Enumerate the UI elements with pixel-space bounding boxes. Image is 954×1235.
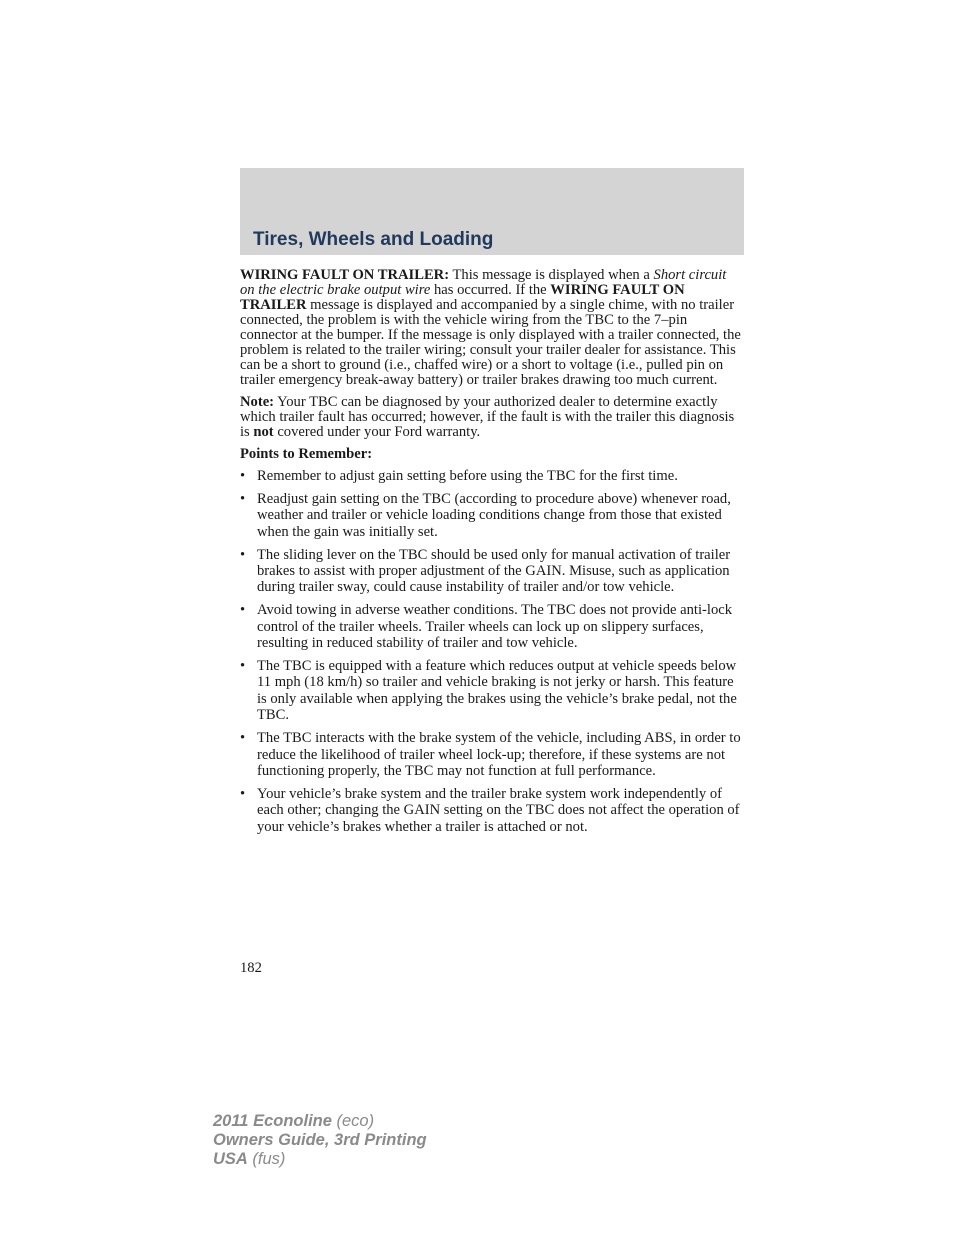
bullet-icon: • xyxy=(240,658,246,675)
footer-edition-info xyxy=(213,1112,427,1169)
note-bold-not: not xyxy=(253,424,274,440)
footer-market: USA xyxy=(213,1150,248,1168)
note-text-2: covered under your Ford warranty. xyxy=(273,424,481,440)
footer-guide: Owners Guide, 3rd Printing xyxy=(213,1131,427,1149)
list-item xyxy=(240,491,744,540)
page-number: 182 xyxy=(240,960,262,976)
list-item-text: Avoid towing in adverse weather conditions. The TBC does not provide anti-lock control of the trailer wheels. Trailer wheels can lock up on slippery surfaces, resulting in reduced stability of trailer and tow vehicle. xyxy=(257,602,733,652)
wiring-fault-label: WIRING FAULT ON TRAILER: xyxy=(240,267,450,283)
note-paragraph xyxy=(240,395,744,440)
wiring-fault-bold: WIRING FAULT ON TRAILER xyxy=(240,282,685,313)
points-list xyxy=(240,468,744,835)
section-title: Tires, Wheels and Loading xyxy=(253,229,494,250)
footer-line-3 xyxy=(213,1150,427,1169)
footer-market-code: (fus) xyxy=(247,1150,286,1168)
list-item-text: Your vehicle’s brake system and the trailer brake system work independently of each other; changing the GAIN setting on the TBC does not affect the operation of your vehicle’s brakes whether a trailer is attached or not. xyxy=(257,785,740,835)
bullet-icon: • xyxy=(240,490,246,507)
wiring-text-2: has occurred. If the xyxy=(430,282,551,298)
points-heading: Points to Remember: xyxy=(240,446,373,462)
wiring-text-1: This message is displayed when a xyxy=(449,267,654,283)
list-item-text: Remember to adjust gain setting before using the TBC for the first time. xyxy=(257,468,678,484)
footer-line-1 xyxy=(213,1112,427,1131)
bullet-icon: • xyxy=(240,730,246,747)
note-text-1: Your TBC can be diagnosed by your authorized dealer to determine exactly which trailer fault has occurred; however, if the fault is with the trailer this diagnosis is xyxy=(240,394,735,440)
bullet-icon: • xyxy=(240,468,246,484)
list-item xyxy=(240,658,744,724)
list-item xyxy=(240,786,744,835)
list-item xyxy=(240,602,744,651)
list-item xyxy=(240,730,744,779)
footer-model-code: (eco) xyxy=(331,1112,375,1130)
list-item-text: Readjust gain setting on the TBC (according to procedure above) whenever road, weather and trailer or vehicle loading conditions change from those that existed when the gain was initially set. xyxy=(257,490,731,540)
list-item-text: The TBC interacts with the brake system of the vehicle, including ABS, in order to reduce the likelihood of trailer wheel lock-up; therefore, if these systems are not functioning properly, the TBC may not function at full performance. xyxy=(257,730,741,779)
footer-model: 2011 Econoline xyxy=(213,1112,332,1130)
bullet-icon: • xyxy=(240,546,246,563)
bullet-icon: • xyxy=(240,785,246,802)
bullet-icon: • xyxy=(240,602,246,619)
list-item-text: The TBC is equipped with a feature which reduces output at vehicle speeds below 11 mph (18 km/h) so trailer and vehicle braking is not jerky or harsh. This feature is only available when applying the brakes using the vehicle’s brake pedal, not the TBC. xyxy=(257,658,737,724)
wiring-text-3: message is displayed and accompanied by a single chime, with no trailer connected, the problem is with the vehicle wiring from the TBC to the 7–pin connector at the bumper. If the message is only displayed with a trailer connected, the problem is related to the trailer wiring; consult your trailer dealer for assistance. This can be a short to ground (i.e., chaffed wire) or a short to voltage (i.e., pulled pin on trailer emergency break-away battery) or trailer brakes drawing too much current. xyxy=(240,297,741,388)
list-item xyxy=(240,547,744,596)
note-label: Note: xyxy=(240,394,275,410)
list-item-text: The sliding lever on the TBC should be used only for manual activation of trailer brakes to assist with proper adjustment of the GAIN. Misuse, such as application during trailer sway, could cause instability of trailer and/or tow vehicle. xyxy=(257,546,731,596)
list-item xyxy=(240,468,744,484)
wiring-fault-paragraph xyxy=(240,268,744,388)
wiring-italic-message: Short circuit on the electric brake output wire xyxy=(240,267,727,298)
footer-line-2 xyxy=(213,1131,427,1150)
page-content xyxy=(240,268,744,842)
